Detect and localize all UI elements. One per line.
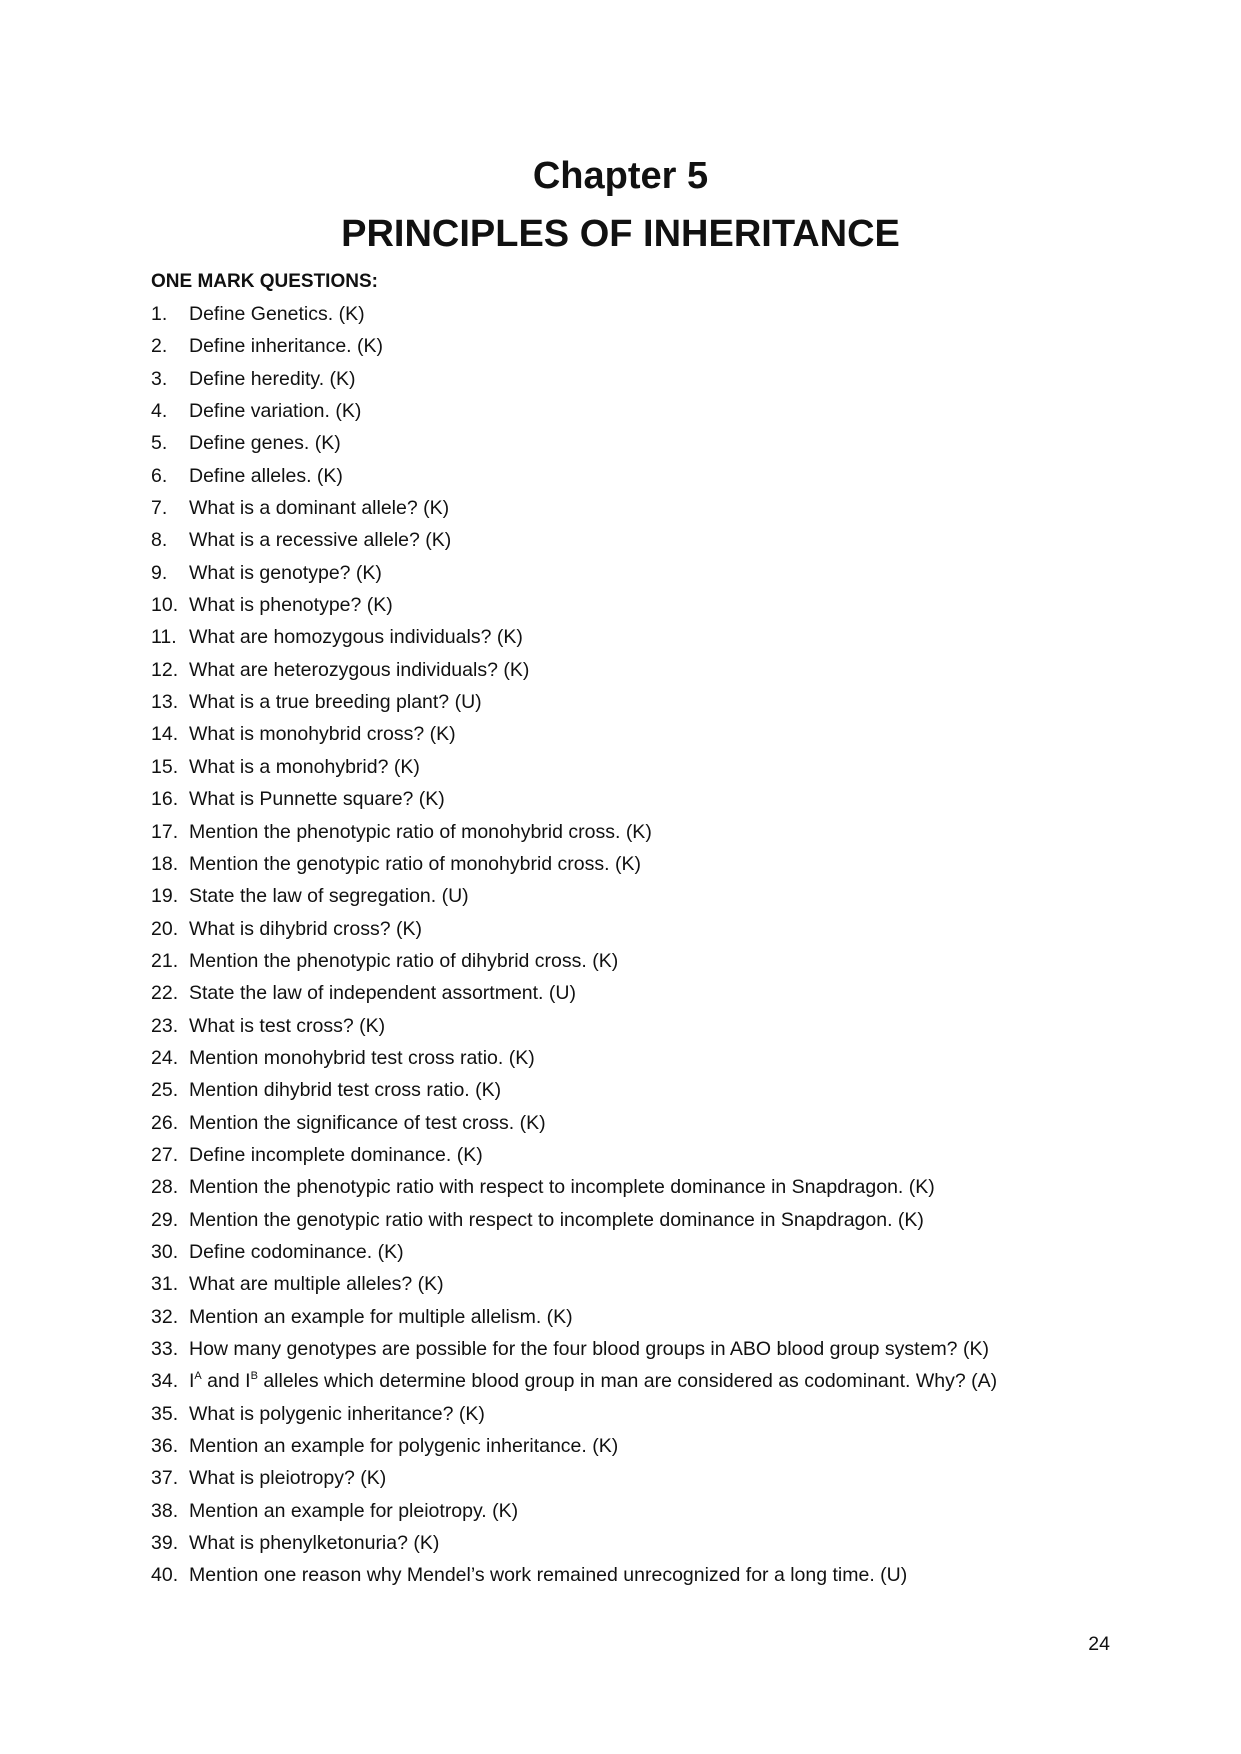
question-number: 10. xyxy=(151,594,179,617)
question-text: How many genotypes are possible for the four blood groups in ABO blood group system? (K) xyxy=(189,1338,989,1360)
question-number: 2. xyxy=(151,335,168,358)
question-number: 34. xyxy=(151,1370,179,1393)
question-text: State the law of independent assortment. (U) xyxy=(189,982,576,1005)
question-text: What is a monohybrid? (K) xyxy=(189,755,420,778)
question-number: 3. xyxy=(151,367,168,390)
question-item xyxy=(151,816,1111,848)
question-number: 14. xyxy=(151,723,179,746)
question-text: What is a true breeding plant? (U) xyxy=(189,691,482,714)
question-item xyxy=(151,1462,1111,1494)
question-number: 40. xyxy=(151,1564,179,1587)
question-item xyxy=(151,1171,1111,1203)
question-number: 32. xyxy=(151,1305,179,1328)
question-text: Define variation. (K) xyxy=(189,400,362,423)
question-item xyxy=(151,1107,1111,1139)
question-item xyxy=(151,460,1111,492)
allele-superscript: B xyxy=(250,1370,258,1383)
question-text: Mention dihybrid test cross ratio. (K) xyxy=(189,1079,502,1102)
question-text: Define Genetics. (K) xyxy=(189,303,365,325)
question-text: What is genotype? (K) xyxy=(189,561,382,584)
question-number: 11. xyxy=(151,626,177,649)
question-item xyxy=(151,654,1111,686)
question-number: 19. xyxy=(151,885,179,908)
question-item xyxy=(151,848,1111,880)
question-item xyxy=(151,1301,1111,1333)
question-item xyxy=(151,686,1111,718)
question-number: 27. xyxy=(151,1143,179,1166)
question-item xyxy=(151,1042,1111,1074)
question-number: 20. xyxy=(151,917,179,940)
question-item xyxy=(151,1236,1111,1268)
question-text: What are multiple alleles? (K) xyxy=(189,1273,444,1296)
question-text: Mention an example for multiple allelism. (K) xyxy=(189,1305,573,1328)
question-item xyxy=(151,589,1111,621)
question-list xyxy=(151,298,1111,1592)
question-number: 25. xyxy=(151,1079,179,1102)
question-text: Mention the genotypic ratio with respect to incomplete dominance in Snapdragon. (K) xyxy=(189,1208,924,1231)
question-number: 16. xyxy=(151,788,179,811)
question-item xyxy=(151,1430,1111,1462)
question-text: What is a recessive allele? (K) xyxy=(189,529,452,552)
question-item xyxy=(151,557,1111,589)
question-number: 8. xyxy=(151,529,168,552)
question-item xyxy=(151,492,1111,524)
question-item xyxy=(151,330,1111,362)
question-item xyxy=(151,913,1111,945)
question-item xyxy=(151,718,1111,750)
question-text: What is dihybrid cross? (K) xyxy=(189,917,422,940)
question-text: Mention an example for polygenic inheritance. (K) xyxy=(189,1435,619,1458)
question-number: 13. xyxy=(151,691,179,714)
section-heading: ONE MARK QUESTIONS: xyxy=(151,271,378,292)
question-number: 37. xyxy=(151,1467,179,1490)
allele-superscript: A xyxy=(194,1370,202,1383)
question-text: Define codominance. (K) xyxy=(189,1240,404,1263)
question-text: What is a dominant allele? (K) xyxy=(189,497,450,520)
question-number: 33. xyxy=(151,1338,179,1360)
question-text: Define genes. (K) xyxy=(189,432,341,455)
chapter-title: Chapter 5 xyxy=(532,155,709,197)
question-text: What is test cross? (K) xyxy=(189,1014,386,1037)
question-text: Define inheritance. (K) xyxy=(189,335,384,358)
question-item xyxy=(151,524,1111,556)
question-text: Mention monohybrid test cross ratio. (K) xyxy=(189,1046,535,1069)
question-item xyxy=(151,363,1111,395)
question-text: Define incomplete dominance. (K) xyxy=(189,1143,483,1166)
question-text: Mention the phenotypic ratio of dihybrid cross. (K) xyxy=(189,949,619,972)
question-item xyxy=(151,1268,1111,1300)
question-text: Mention the phenotypic ratio of monohybrid cross. (K) xyxy=(189,820,652,843)
question-number: 28. xyxy=(151,1176,179,1199)
question-number: 26. xyxy=(151,1111,179,1134)
question-text: What is polygenic inheritance? (K) xyxy=(189,1402,485,1425)
question-number: 17. xyxy=(151,820,179,843)
question-text: Mention the significance of test cross. (K) xyxy=(189,1111,546,1134)
question-text: Define alleles. (K) xyxy=(189,464,343,487)
question-text: What is phenylketonuria? (K) xyxy=(189,1532,440,1555)
question-text: What is phenotype? (K) xyxy=(189,594,393,617)
question-number: 12. xyxy=(151,658,179,681)
question-text: Mention the phenotypic ratio with respect to incomplete dominance in Snapdragon. (K) xyxy=(189,1176,935,1199)
question-number: 22. xyxy=(151,982,179,1005)
question-number: 4. xyxy=(151,400,168,423)
question-text: What is pleiotropy? (K) xyxy=(189,1467,387,1490)
question-number: 9. xyxy=(151,561,168,584)
question-item xyxy=(151,1010,1111,1042)
question-item xyxy=(151,751,1111,783)
question-item xyxy=(151,1398,1111,1430)
question-item xyxy=(151,395,1111,427)
question-number: 15. xyxy=(151,755,179,778)
question-item xyxy=(151,298,1111,330)
question-text: What are homozygous individuals? (K) xyxy=(189,626,523,649)
question-number: 18. xyxy=(151,852,179,875)
question-number: 23. xyxy=(151,1014,179,1037)
question-text: Mention one reason why Mendel’s work remained unrecognized for a long time. (U) xyxy=(189,1564,908,1587)
question-text: Mention an example for pleiotropy. (K) xyxy=(189,1499,519,1522)
question-number: 30. xyxy=(151,1240,179,1263)
question-number: 29. xyxy=(151,1208,179,1231)
question-number: 35. xyxy=(151,1402,179,1425)
question-item xyxy=(151,1527,1111,1559)
question-text: Mention the genotypic ratio of monohybrid cross. (K) xyxy=(189,852,641,875)
question-text-part: alleles which determine blood group in man are considered as codominant. Why? (A) xyxy=(257,1370,998,1393)
question-text: What is Punnette square? (K) xyxy=(189,788,445,811)
question-number: 38. xyxy=(151,1499,179,1522)
question-text: State the law of segregation. (U) xyxy=(189,885,469,908)
question-item xyxy=(151,1365,1111,1397)
question-number: 24. xyxy=(151,1046,179,1069)
question-number: 5. xyxy=(151,432,168,455)
question-item xyxy=(151,621,1111,653)
question-item xyxy=(151,427,1111,459)
question-item xyxy=(151,1139,1111,1171)
question-text: Define heredity. (K) xyxy=(189,367,356,390)
question-text: What are heterozygous individuals? (K) xyxy=(189,658,530,681)
question-number: 6. xyxy=(151,464,168,487)
question-text: What is monohybrid cross? (K) xyxy=(189,723,456,746)
page-title: PRINCIPLES OF INHERITANCE xyxy=(341,213,900,255)
question-item xyxy=(151,945,1111,977)
question-text xyxy=(189,1365,997,1397)
page-number: 24 xyxy=(1088,1633,1110,1655)
question-item xyxy=(151,1559,1111,1591)
question-item xyxy=(151,1333,1111,1365)
question-item xyxy=(151,977,1111,1009)
question-number: 36. xyxy=(151,1435,179,1458)
question-item xyxy=(151,880,1111,912)
question-number: 1. xyxy=(151,303,168,325)
question-number: 39. xyxy=(151,1532,179,1555)
question-number: 7. xyxy=(151,497,168,520)
allele-symbol: I xyxy=(189,1370,195,1393)
question-number: 31. xyxy=(151,1273,179,1296)
question-number: 21. xyxy=(151,949,179,972)
question-item xyxy=(151,1204,1111,1236)
question-item xyxy=(151,1074,1111,1106)
question-item xyxy=(151,1495,1111,1527)
question-item xyxy=(151,783,1111,815)
question-text-part: and I xyxy=(201,1370,251,1393)
